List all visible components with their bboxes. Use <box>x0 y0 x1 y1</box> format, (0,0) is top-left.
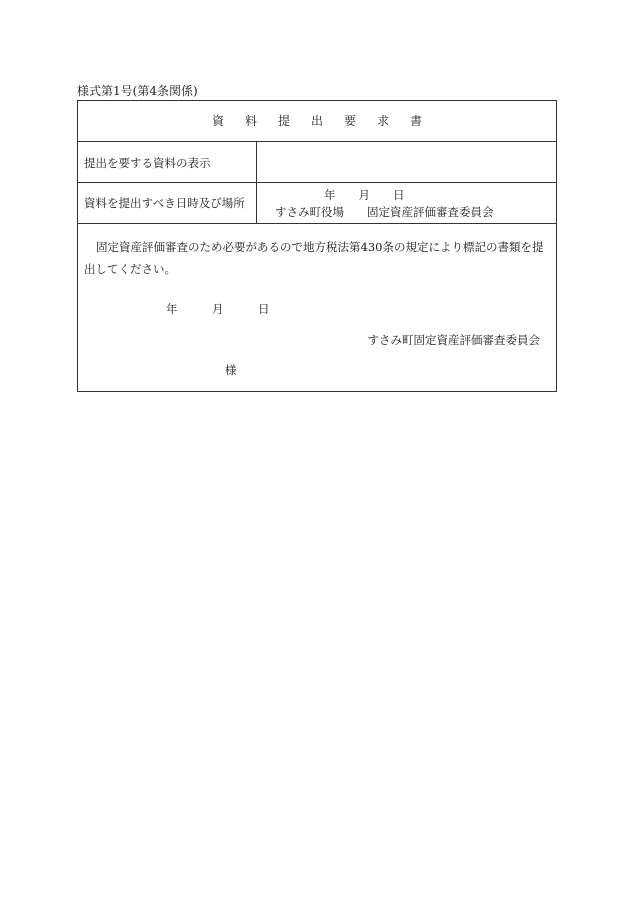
submission-place-label: 資料を提出すべき日時及び場所 <box>84 196 245 210</box>
material-display-row <box>78 142 556 183</box>
request-form-table <box>77 100 557 392</box>
request-paragraph: 固定資産評価審査のため必要があるので地方税法第430条の規定により標記の書類を提出してください。 <box>84 240 544 276</box>
document-title: 資料提出要求書 <box>211 114 443 128</box>
request-body-row <box>78 224 556 391</box>
request-date: 年 月 日 <box>166 302 270 316</box>
form-number: 様式第1号(第4条関係) <box>77 84 198 98</box>
submission-place: すさみ町役場 固定資産評価審査委員会 <box>275 205 494 219</box>
addressee-honorific: 様 <box>225 363 237 377</box>
submission-date: 年 月 日 <box>324 188 405 202</box>
material-display-label: 提出を要する資料の表示 <box>84 156 211 170</box>
submission-place-row <box>78 183 556 224</box>
column-divider <box>256 183 257 223</box>
column-divider <box>256 142 257 182</box>
title-row <box>78 101 556 142</box>
sender-name: すさみ町固定資産評価審査委員会 <box>367 333 540 347</box>
